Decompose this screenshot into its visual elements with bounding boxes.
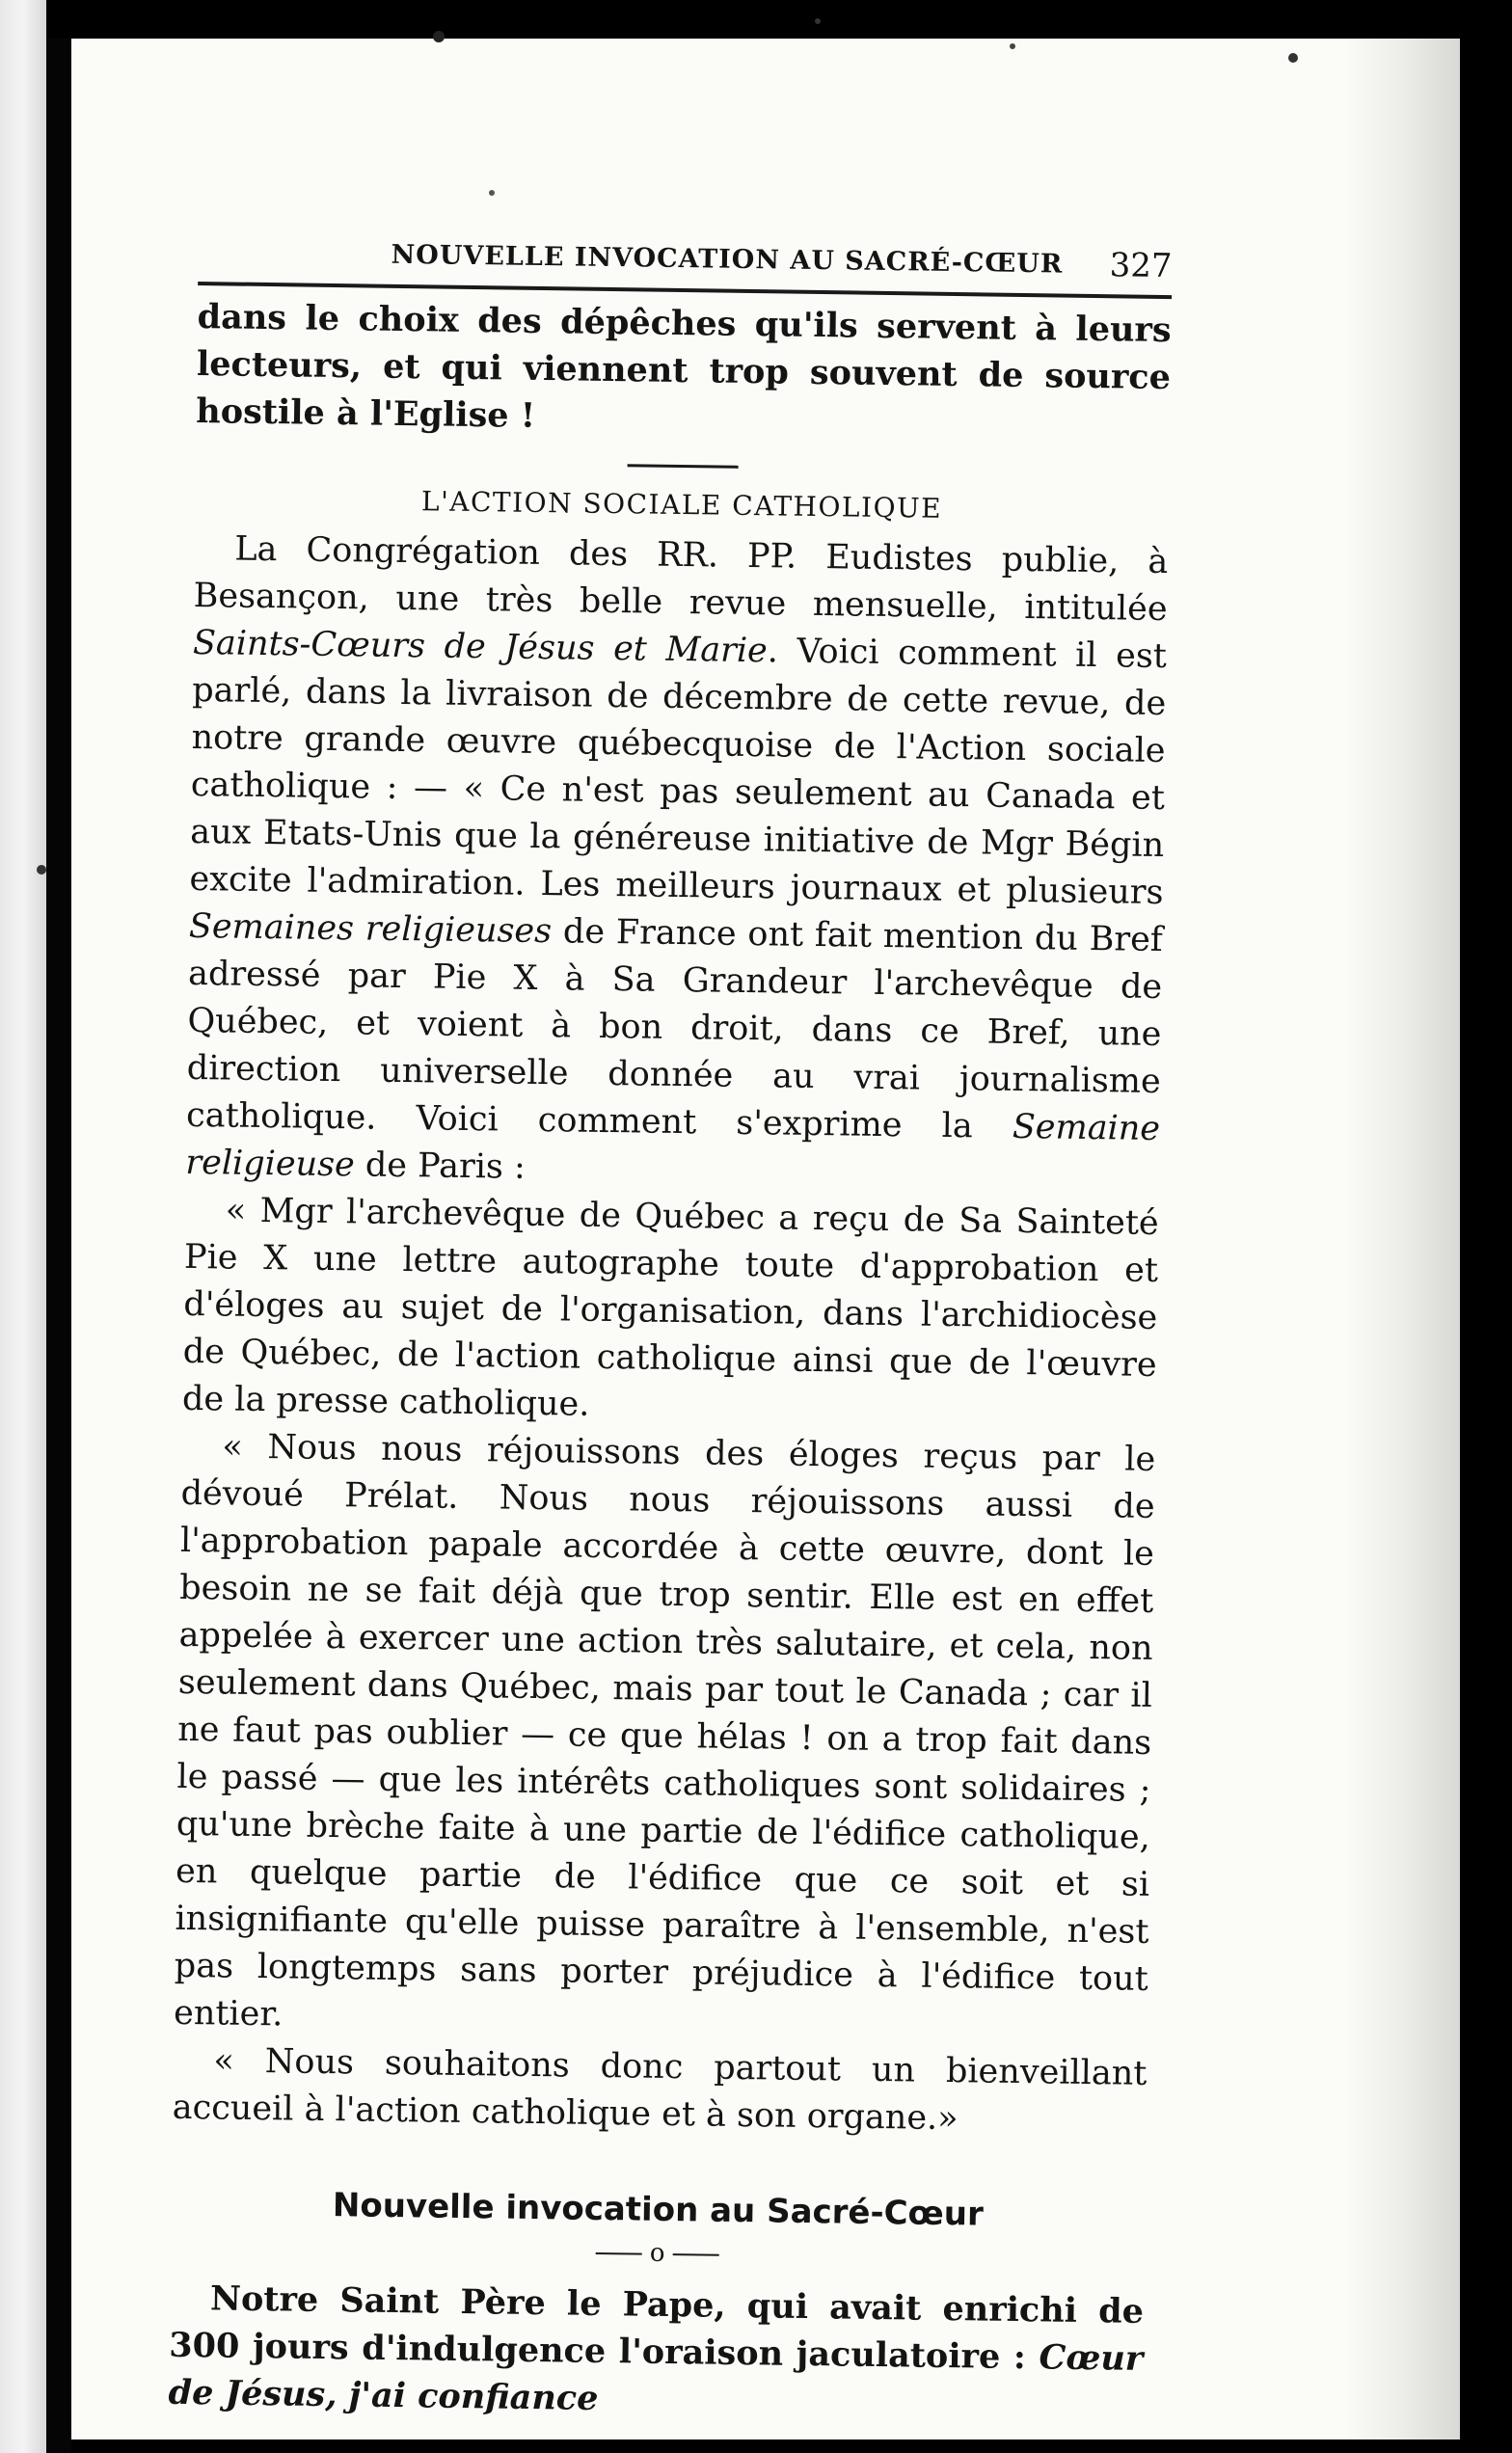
ornament-dash — [673, 2253, 719, 2256]
page-edge-shadow — [1344, 39, 1460, 2440]
section-rule — [627, 464, 738, 469]
paragraph-text: . Voici comment il est parlé, dans la livraison de décembre de cette revue, de notre grande œuvre québecquoise de l'Action sociale catholique : — « Ce n'est pas seulement au Canada et aux Etats-Unis que la généreuse initiative de Mgr Bégin excite l'admiration. Les meilleurs journaux et plusieurs — [189, 632, 1168, 913]
paragraph-text: de France ont fait mention du Bref adressé par Pie X à Sa Grandeur l'archevêque de Québec, et voient à bon droit, dans ce Bref, une direction universelle donnée au vrai journalisme catholique. Voici comment s'exprime la — [185, 912, 1164, 1146]
paragraph-text: La Congrégation des RR. PP. Eudistes publie, à Besançon, une très belle revue mensuelle, intitulée — [193, 529, 1169, 630]
page-text-block — [168, 228, 1173, 2430]
italic-title: Semaine religieuse — [185, 1107, 1161, 1185]
left-page-edge — [0, 0, 46, 2453]
page-number: 327 — [1109, 246, 1173, 286]
italic-invocation: Cœur de Jésus, j'ai confiance — [168, 2337, 1144, 2419]
running-title: NOUVELLE INVOCATION AU SACRÉ-CŒUR — [391, 239, 1064, 280]
quote-paragraph-2: « Nous nous réjouissons des éloges reçus par le dévoué Prélat. Nous nous réjouissons aussi de l'approbation papale accordée à cette œuvre, dont le besoin ne se fait déjà que trop sentir. Elle est en effet appelée à exercer une action très salutaire, et cela, non seulement dans Québec, mais par tout le Canada ; car il ne faut pas oublier — ce que hélas ! on a trop fait dans le passé — que les intérêts catholiques sont solidaires ; qu'une brèche faite à une partie de l'édifice catholique, en quelque partie de l'édifice que ce soit et si insignifiante qu'elle puisse paraître à l'ensemble, n'est pas longtemps sans porter préjudice à l'édifice tout entier. — [173, 1427, 1156, 2035]
final-paragraph — [168, 2275, 1144, 2430]
heading-ornament — [171, 2232, 1145, 2275]
italic-title: Saints-Cœurs de Jésus et Marie — [192, 623, 769, 671]
paragraph-text: Notre Saint Père le Pape, qui avait enrichi de 300 jours d'indulgence l'oraison jaculatoire : — [169, 2278, 1145, 2378]
italic-title: Semaines religieuses — [188, 906, 553, 952]
book-binding — [46, 39, 71, 2453]
quote-paragraph-1: « Mgr l'archevêque de Québec a reçu de Sa Sainteté Pie X une lettre autographe toute d'approbation et d'éloges au sujet de l'organisation, dans l'archidiocèse de Québec, de l'action catholique ainsi que de l'œuvre de la presse catholique. — [181, 1191, 1159, 1424]
paragraph-action-sociale — [185, 526, 1168, 1200]
ornament-dash — [596, 2252, 642, 2255]
ornament-circle: o — [649, 2238, 665, 2268]
section-heading: L'ACTION SOCIALE CATHOLIQUE — [420, 485, 943, 525]
quote-paragraph-3: « Nous souhaitons donc partout un bienveillant accueil à l'action catholique et à son organe.» — [172, 2041, 1148, 2139]
paragraph-text: de Paris : — [354, 1146, 526, 1187]
article-heading: Nouvelle invocation au Sacré-Cœur — [332, 2186, 985, 2234]
continuation-paragraph: dans le choix des dépêches qu'ils servent à leurs lecteurs, et qui viennent trop souvent de source hostile à l'Eglise ! — [196, 296, 1172, 436]
running-header — [198, 228, 1173, 299]
